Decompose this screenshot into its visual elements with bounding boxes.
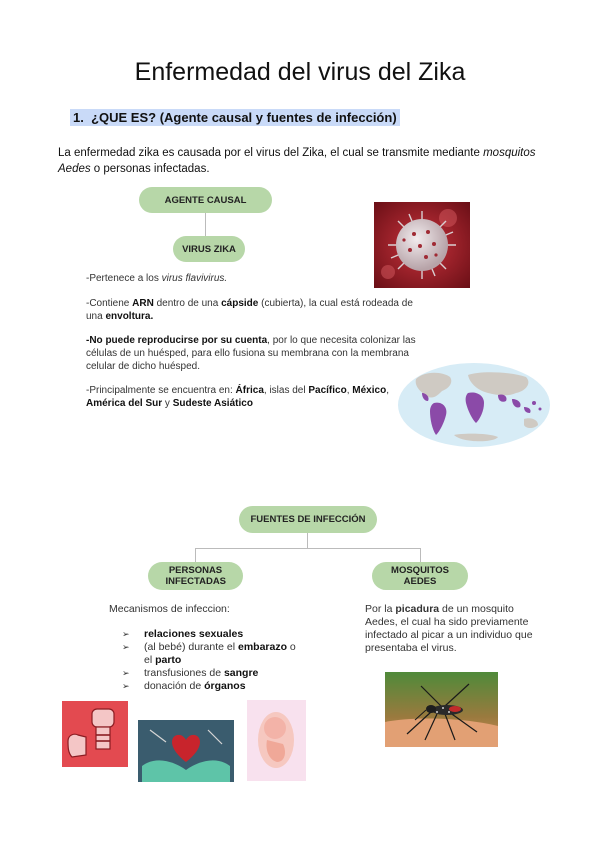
fact-bold: -No puede reproducirse por su cuenta <box>86 335 268 346</box>
fact-text: , islas del <box>263 385 309 396</box>
list-text: transfusiones de <box>144 667 224 679</box>
fact-bold: América del Sur <box>86 398 163 409</box>
section-heading-text: ¿QUE ES? (Agente causal y fuentes de infección) <box>91 110 397 125</box>
section-number: 1. <box>73 110 84 125</box>
fact-italic: virus flavivirus. <box>161 273 228 284</box>
fact-text: -Pertenece a los <box>86 273 162 284</box>
connector-line <box>195 548 196 562</box>
connector-line <box>420 548 421 562</box>
fact-text: , <box>386 385 389 396</box>
hands-image <box>62 701 128 767</box>
agent-causal-pill <box>139 187 272 213</box>
fact-arn <box>86 297 426 323</box>
connector-line <box>205 213 206 238</box>
organ-donation-image <box>138 720 234 782</box>
fuentes-label: FUENTES DE INFECCIÓN <box>250 514 366 525</box>
list-text: (al bebé) durante el <box>144 641 238 653</box>
mosquito-bold: picadura <box>395 603 440 615</box>
list-bold: sangre <box>223 667 259 679</box>
mosquito-transmission-text <box>365 603 540 655</box>
fact-flavivirus <box>86 272 426 285</box>
fact-bold: África <box>235 385 264 396</box>
list-item <box>116 628 306 641</box>
fact-bold: ARN <box>132 298 154 309</box>
world-map-image <box>398 363 550 447</box>
mosquito-image <box>385 672 498 747</box>
intro-paragraph <box>58 145 558 177</box>
list-bold: embarazo <box>237 641 288 653</box>
fact-text: (cubierta), la cual está rodeada de una <box>86 298 413 322</box>
fact-text: y <box>162 398 173 409</box>
mosquitos-label: MOSQUITOS AEDES <box>391 565 449 587</box>
list-text: donación de <box>144 680 205 692</box>
page-title: Enfermedad del virus del Zika <box>134 58 466 86</box>
fact-text: , <box>346 385 353 396</box>
fact-bold: envoltura. <box>105 311 154 322</box>
personas-infectadas-pill <box>148 562 243 590</box>
virus-zika-pill <box>173 236 245 262</box>
virus-zika-label: VIRUS ZIKA <box>182 243 236 255</box>
fuentes-pill <box>239 506 377 533</box>
intro-text-end: o personas infectadas. <box>90 163 210 175</box>
intro-text: La enfermedad zika es causada por el virus del Zika, el cual se transmite mediante <box>58 147 484 159</box>
section-heading <box>70 109 400 126</box>
personas-label: PERSONAS INFECTADAS <box>165 565 227 587</box>
mechanisms-title: Mecanismos de infeccion: <box>109 603 230 615</box>
connector-line <box>307 533 308 548</box>
fact-bold: cápside <box>221 298 259 309</box>
fact-text: -Contiene <box>86 298 133 309</box>
list-bold: parto <box>155 654 182 666</box>
intro-italic: mosquitos Aedes <box>58 147 536 175</box>
mosquitos-aedes-pill <box>372 562 468 590</box>
list-text: o el <box>144 641 296 666</box>
fact-bold: Pacífico <box>308 385 347 396</box>
fact-text: dentro de una <box>153 298 222 309</box>
connector-line <box>195 548 421 549</box>
fact-text: -Principalmente se encuentra en: <box>86 385 236 396</box>
fetus-image <box>247 700 306 781</box>
fact-bold: Sudeste Asiático <box>172 398 253 409</box>
fact-bold: México <box>352 385 387 396</box>
list-item <box>116 641 306 667</box>
fact-reproduction <box>86 334 426 373</box>
fact-location <box>86 384 401 410</box>
list-bold: relaciones sexuales <box>144 628 244 640</box>
list-item <box>116 680 306 693</box>
mosquito-text: de un mosquito Aedes, el cual ha sido previamente infectado al picar a un individuo que presentaba el virus. <box>365 603 533 654</box>
mosquito-text: Por la <box>365 603 396 615</box>
fact-text: , por lo que necesita colonizar las células de un huésped, para ello fusiona su membrana con la membrana celular de dicho huésped. <box>86 335 416 372</box>
mechanisms-list <box>116 628 306 693</box>
agent-causal-label: AGENTE CAUSAL <box>164 194 247 206</box>
list-item <box>116 667 306 680</box>
list-bold: órganos <box>204 680 246 692</box>
